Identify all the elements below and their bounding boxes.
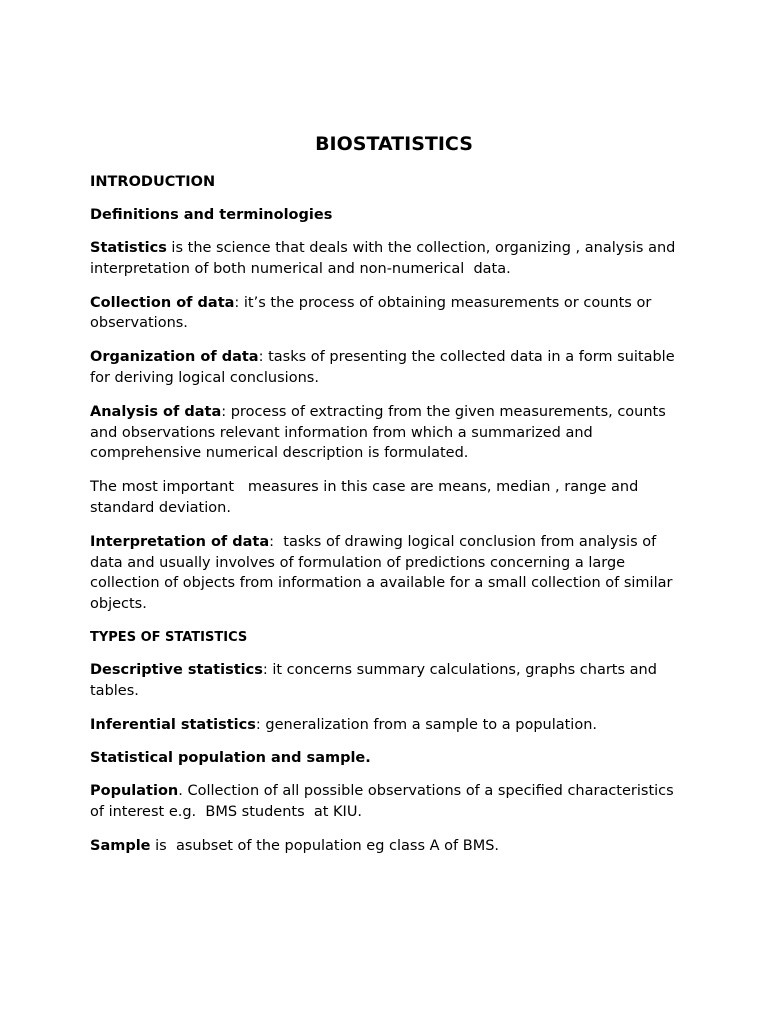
descriptive-text: : it concerns summary calculations, graphs charts and tables. (90, 661, 662, 699)
descriptive-definition (90, 660, 690, 702)
document-page (90, 132, 690, 870)
organization-definition (90, 347, 690, 389)
analysis-term: Analysis of data (90, 403, 222, 420)
definitions-heading: Definitions and terminologies (90, 207, 333, 223)
organization-text: : tasks of presenting the collected data in a form suitable for deriving logical conclusions. (90, 349, 680, 386)
inferential-term: Inferential statistics (90, 716, 256, 733)
statistics-term: Statistics (90, 240, 167, 256)
collection-text: : it’s the process of obtaining measurements or counts or observations. (90, 294, 656, 332)
population-definition (90, 781, 690, 823)
population-text: . Collection of all possible observations of a specified characteristics of interest e.g. BMS students at KIU. (90, 783, 679, 821)
introduction-heading: INTRODUCTION (90, 174, 216, 190)
sample-term: Sample (90, 837, 151, 854)
statistics-definition (90, 238, 690, 280)
organization-term: Organization of data (90, 349, 259, 366)
document-title: BIOSTATISTICS (315, 133, 473, 155)
interpretation-text: : tasks of drawing logical conclusion from analysis of data and usually involves of formulation of predictions concerning a large collection of objects from information a available for a small collection of similar objects. (90, 533, 678, 613)
population-sample-heading: Statistical population and sample. (90, 750, 371, 767)
collection-term: Collection of data (90, 294, 235, 311)
inferential-definition (90, 715, 690, 736)
sample-definition (90, 836, 690, 857)
collection-definition (90, 293, 690, 335)
analysis-text: : process of extracting from the given measurements, counts and observations relevant information from which a summarized and comprehensive numerical description is formulated. (90, 403, 671, 462)
sample-text: is asubset of the population eg class A of BMS. (150, 837, 500, 854)
population-term: Population (90, 783, 179, 800)
descriptive-term: Descriptive statistics (90, 661, 263, 678)
types-heading: TYPES OF STATISTICS (90, 629, 248, 645)
analysis-definition (90, 402, 690, 464)
inferential-text: : generalization from a sample to a population. (255, 716, 598, 733)
statistics-text: is the science that deals with the collection, organizing , analysis and interpretation of both numerical and non-numerical data. (90, 240, 680, 277)
interpretation-term: Interpretation of data (90, 533, 270, 550)
interpretation-definition (90, 532, 690, 615)
measures-paragraph: The most important measures in this case are means, median , range and standard deviation. (90, 479, 643, 516)
